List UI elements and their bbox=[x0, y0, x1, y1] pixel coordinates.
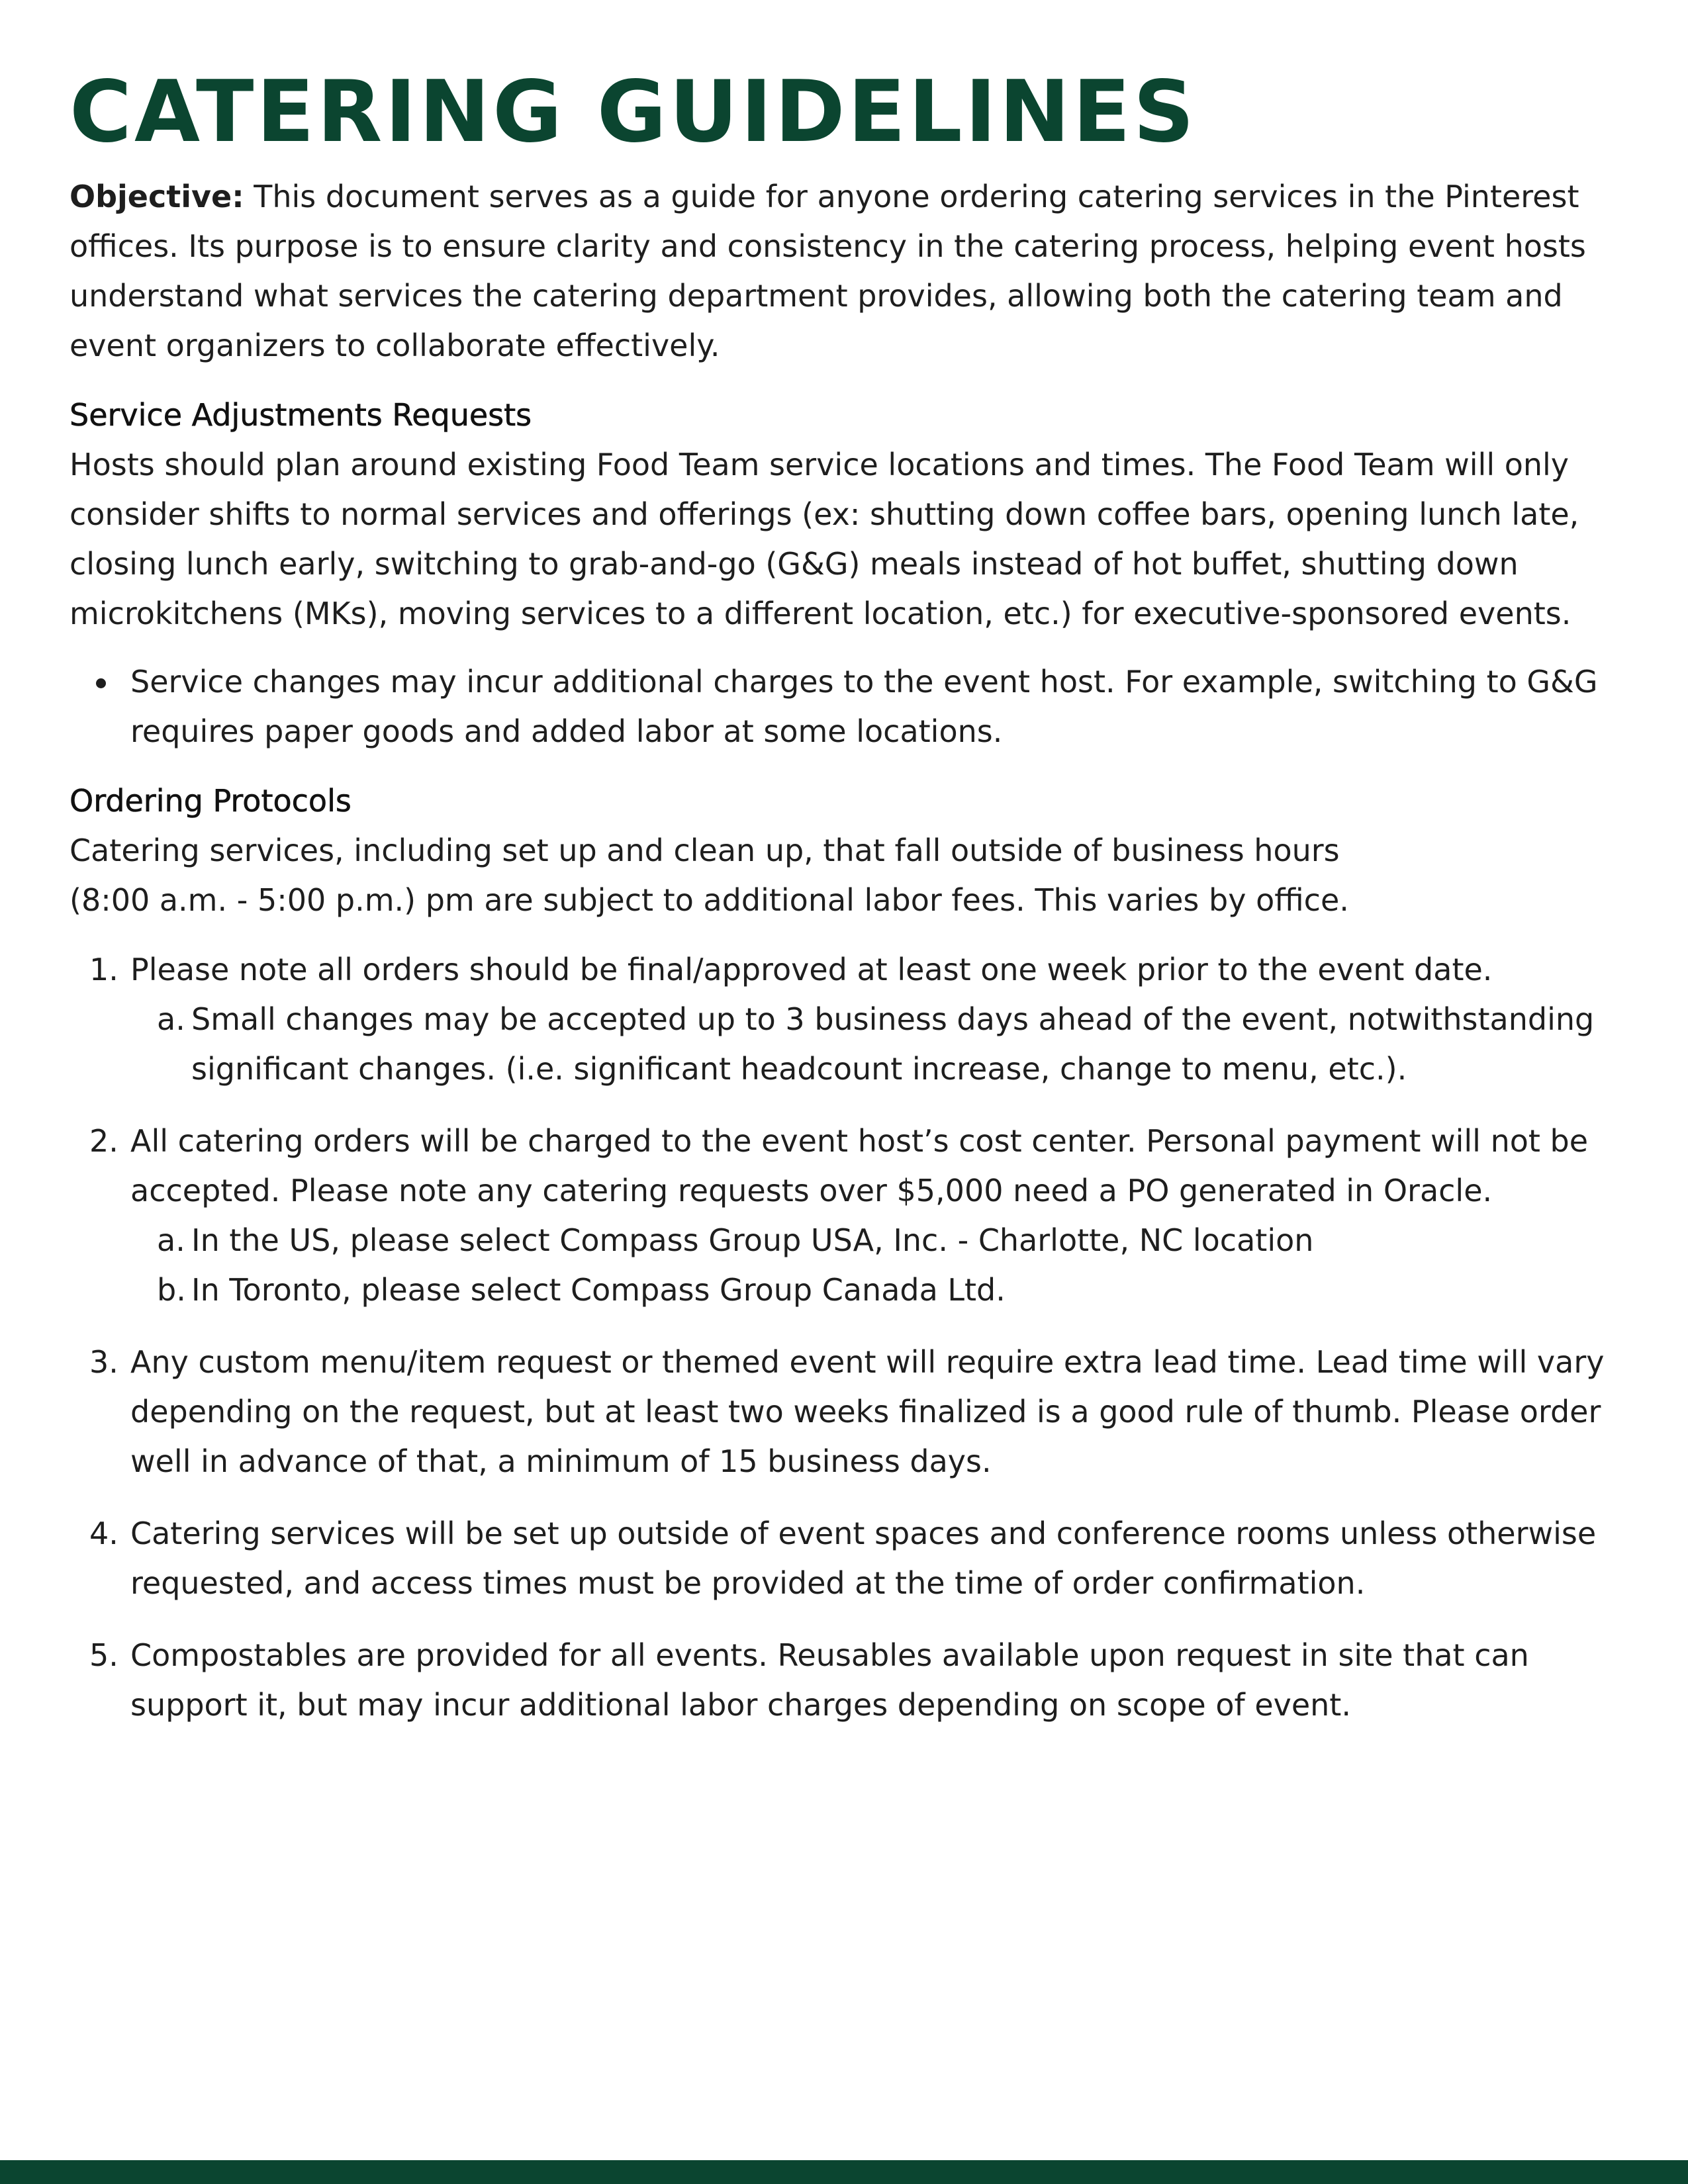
list-item-text: All catering orders will be charged to the event host’s cost center. Personal payment will not be accepted. Please note any catering requests over $5,000 need a PO generated in Oracle. bbox=[130, 1123, 1589, 1208]
sublist bbox=[130, 1216, 1618, 1315]
ordering-protocols-body bbox=[70, 826, 1618, 925]
sublist-letter: a. bbox=[157, 1001, 185, 1037]
sublist bbox=[130, 995, 1618, 1094]
service-adjustments-bullets bbox=[70, 657, 1618, 756]
ordering-protocols-list bbox=[70, 945, 1618, 1730]
list-item-2 bbox=[70, 1116, 1618, 1315]
list-item-text: Any custom menu/item request or themed event will require extra lead time. Lead time will vary depending on the request, but at least two weeks finalized is a good rule of thumb. Please order well in advance of that, a minimum of 15 business days. bbox=[130, 1344, 1605, 1479]
list-number: 2. bbox=[89, 1123, 118, 1159]
bullet-dot-icon bbox=[96, 678, 106, 688]
sublist-letter: b. bbox=[157, 1272, 186, 1308]
list-item-text: Please note all orders should be final/approved at least one week prior to the event date. bbox=[130, 952, 1493, 987]
sublist-item bbox=[130, 1265, 1618, 1315]
ordering-protocols-section bbox=[70, 776, 1618, 1730]
sublist-text: Small changes may be accepted up to 3 business days ahead of the event, notwithstanding significant changes. (i.e. significant headcount increase, change to menu, etc.). bbox=[191, 1001, 1595, 1087]
service-adjustments-body: Hosts should plan around existing Food Team service locations and times. The Food Team will only consider shifts to normal services and offerings (ex: shutting down coffee bars, opening lunch late, closing lunch early, switching to grab-and-go (G&G) meals instead of hot buffet, shutting down microkitchens (MKs), moving services to a different location, etc.) for executive-sponsored events. bbox=[70, 447, 1579, 631]
sublist-item bbox=[130, 1216, 1618, 1265]
service-adjustments-section bbox=[70, 390, 1618, 756]
list-item-3 bbox=[70, 1338, 1618, 1486]
bullet-item bbox=[70, 657, 1618, 756]
sublist-item bbox=[130, 995, 1618, 1094]
list-number: 4. bbox=[89, 1516, 118, 1551]
list-item-4 bbox=[70, 1509, 1618, 1608]
list-number: 5. bbox=[89, 1637, 118, 1673]
list-item-5 bbox=[70, 1631, 1618, 1730]
list-item-text: Catering services will be set up outside of event spaces and conference rooms unless otherwise requested, and access times must be provided at the time of order confirmation. bbox=[130, 1516, 1597, 1601]
footer-bar bbox=[0, 2160, 1688, 2184]
service-adjustments-heading: Service Adjustments Requests bbox=[70, 397, 532, 433]
ordering-protocols-body-line1: Catering services, including set up and clean up, that fall outside of business hours bbox=[70, 833, 1340, 868]
sublist-letter: a. bbox=[157, 1222, 185, 1258]
objective-paragraph bbox=[70, 172, 1618, 371]
bullet-text: Service changes may incur additional charges to the event host. For example, switching to G&G requires paper goods and added labor at some locations. bbox=[130, 664, 1598, 749]
ordering-protocols-body-line2: (8:00 a.m. - 5:00 p.m.) pm are subject to additional labor fees. This varies by office. bbox=[70, 882, 1349, 918]
list-number: 3. bbox=[89, 1344, 118, 1380]
ordering-protocols-heading: Ordering Protocols bbox=[70, 783, 352, 819]
objective-label: Objective: bbox=[70, 179, 244, 214]
list-number: 1. bbox=[89, 952, 118, 987]
list-item-1 bbox=[70, 945, 1618, 1094]
list-item-text: Compostables are provided for all events. Reusables available upon request in site that can support it, but may incur additional labor charges depending on scope of event. bbox=[130, 1637, 1529, 1723]
document-page bbox=[70, 60, 1618, 1752]
page-title: CATERING GUIDELINES bbox=[70, 63, 1197, 161]
objective-text: This document serves as a guide for anyone ordering catering services in the Pinterest offices. Its purpose is to ensure clarity and consistency in the catering process, helping event hosts understand what services the catering department provides, allowing both the catering team and event organizers to collaborate effectively. bbox=[70, 179, 1586, 363]
sublist-text: In Toronto, please select Compass Group Canada Ltd. bbox=[191, 1272, 1006, 1308]
sublist-text: In the US, please select Compass Group USA, Inc. - Charlotte, NC location bbox=[191, 1222, 1314, 1258]
